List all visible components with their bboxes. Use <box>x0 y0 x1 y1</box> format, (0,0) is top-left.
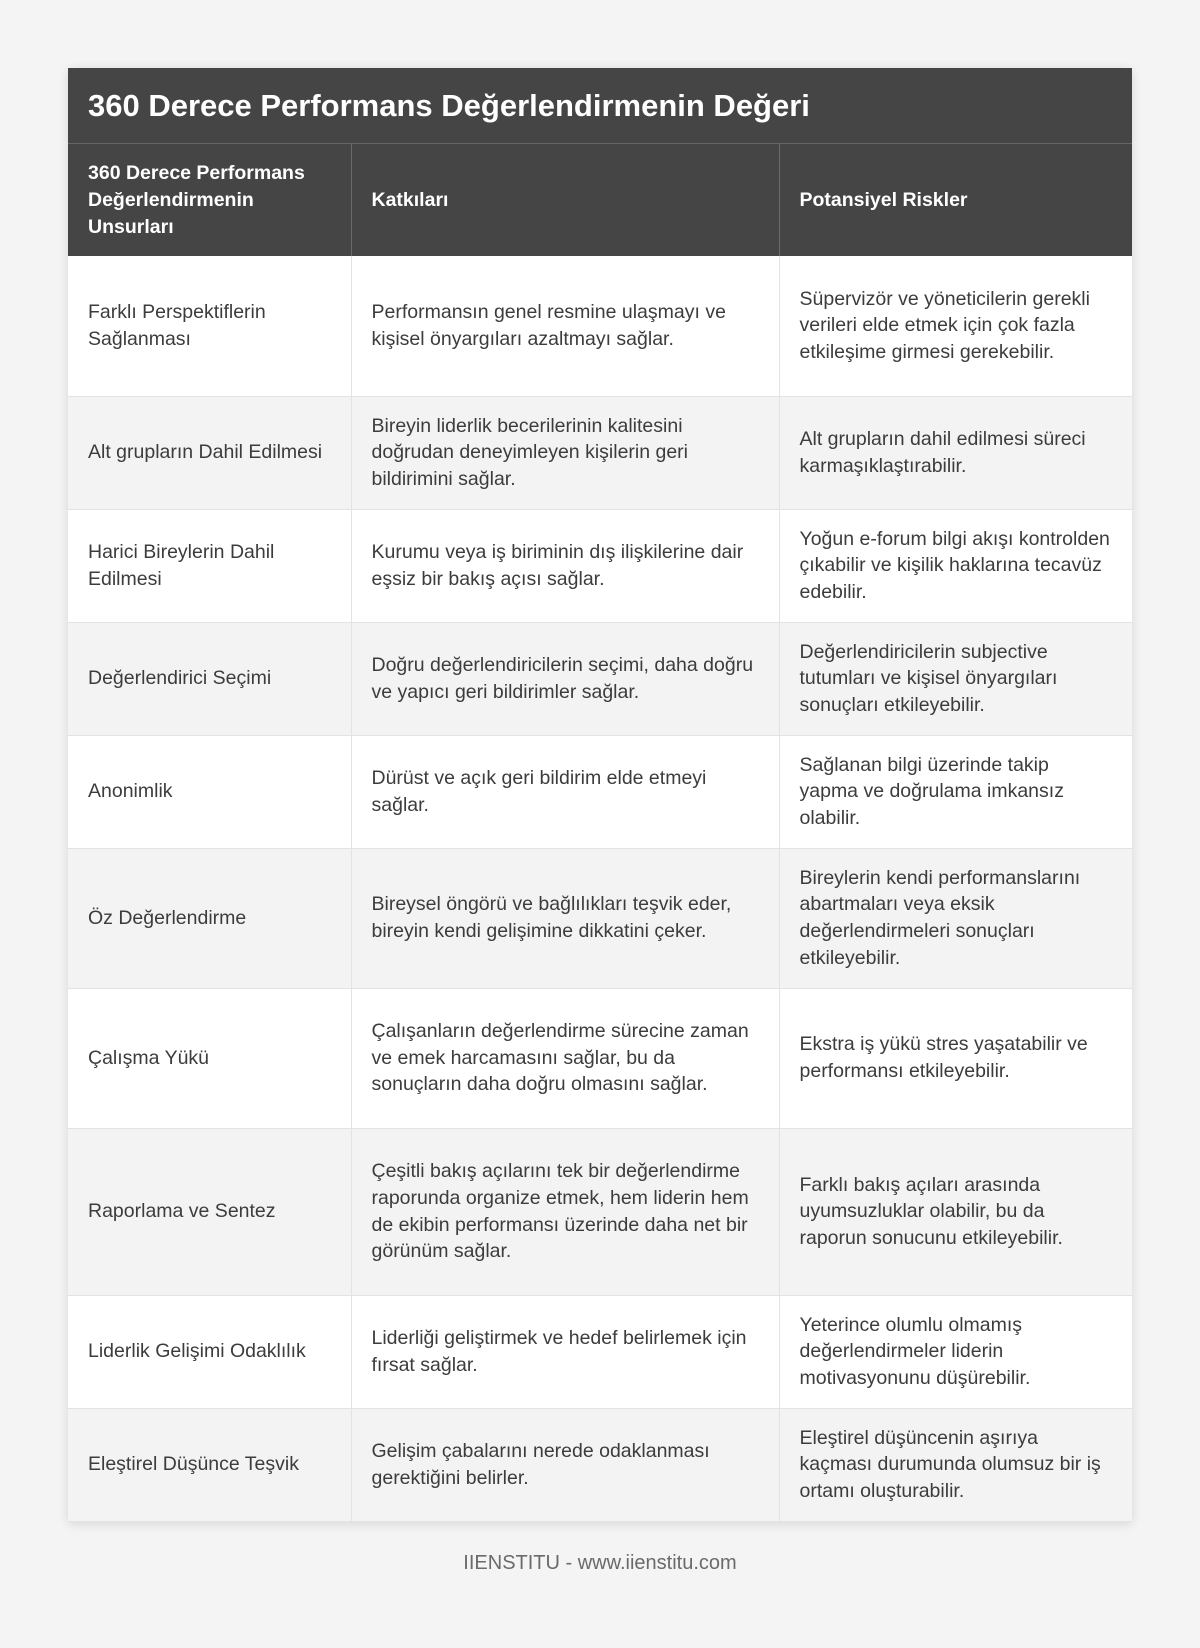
contribution-cell: Çeşitli bakış açılarını tek bir değerlendirme raporunda organize etmek, hem liderin hem de ekibin performansı üzerinde daha net bir görünüm sağlar. <box>351 1128 779 1295</box>
risk-cell: Yeterince olumlu olmamış değerlendirmeler liderin motivasyonunu düşürebilir. <box>779 1295 1132 1408</box>
table-row <box>68 509 1132 622</box>
table-row <box>68 396 1132 509</box>
risk-cell: Süpervizör ve yöneticilerin gerekli verileri elde etmek için çok fazla etkileşime girmesi gerekebilir. <box>779 256 1132 396</box>
element-cell: Harici Bireylerin Dahil Edilmesi <box>68 509 351 622</box>
column-header-contributions: Katkıları <box>351 144 779 256</box>
risk-cell: Değerlendiricilerin subjective tutumları ve kişisel önyargıları sonuçları etkileyebilir. <box>779 622 1132 735</box>
element-cell: Alt grupların Dahil Edilmesi <box>68 396 351 509</box>
risk-cell: Sağlanan bilgi üzerinde takip yapma ve doğrulama imkansız olabilir. <box>779 735 1132 848</box>
table-row <box>68 735 1132 848</box>
contribution-cell: Bireyin liderlik becerilerinin kalitesini doğrudan deneyimleyen kişilerin geri bildirimini sağlar. <box>351 396 779 509</box>
risk-cell: Ekstra iş yükü stres yaşatabilir ve performansı etkileyebilir. <box>779 988 1132 1128</box>
risk-cell: Eleştirel düşüncenin aşırıya kaçması durumunda olumsuz bir iş ortamı oluşturabilir. <box>779 1408 1132 1521</box>
contribution-cell: Doğru değerlendiricilerin seçimi, daha doğru ve yapıcı geri bildirimler sağlar. <box>351 622 779 735</box>
contribution-cell: Bireysel öngörü ve bağlılıkları teşvik eder, bireyin kendi gelişimine dikkatini çeker. <box>351 848 779 988</box>
risk-cell: Alt grupların dahil edilmesi süreci karmaşıklaştırabilir. <box>779 396 1132 509</box>
element-cell: Liderlik Gelişimi Odaklılık <box>68 1295 351 1408</box>
footer-credit: IIENSTITU - www.iienstitu.com <box>463 1552 737 1574</box>
column-header-risks: Potansiyel Riskler <box>779 144 1132 256</box>
table-row <box>68 622 1132 735</box>
contribution-cell: Kurumu veya iş biriminin dış ilişkilerine dair eşsiz bir bakış açısı sağlar. <box>351 509 779 622</box>
header-row <box>68 144 1132 256</box>
table-row <box>68 1408 1132 1521</box>
element-cell: Değerlendirici Seçimi <box>68 622 351 735</box>
comparison-table <box>68 144 1132 1522</box>
risk-cell: Farklı bakış açıları arasında uyumsuzluklar olabilir, bu da raporun sonucunu etkileyebilir. <box>779 1128 1132 1295</box>
table-row <box>68 1295 1132 1408</box>
contribution-cell: Liderliği geliştirmek ve hedef belirlemek için fırsat sağlar. <box>351 1295 779 1408</box>
risk-cell: Yoğun e-forum bilgi akışı kontrolden çıkabilir ve kişilik haklarına tecavüz edebilir. <box>779 509 1132 622</box>
contribution-cell: Dürüst ve açık geri bildirim elde etmeyi sağlar. <box>351 735 779 848</box>
table-row <box>68 988 1132 1128</box>
element-cell: Anonimlik <box>68 735 351 848</box>
contribution-cell: Gelişim çabalarını nerede odaklanması gerektiğini belirler. <box>351 1408 779 1521</box>
element-cell: Çalışma Yükü <box>68 988 351 1128</box>
column-header-elements: 360 Derece Performans Değerlendirmenin Unsurları <box>68 144 351 256</box>
risk-cell: Bireylerin kendi performanslarını abartmaları veya eksik değerlendirmeleri sonuçları etkileyebilir. <box>779 848 1132 988</box>
table-row <box>68 256 1132 396</box>
element-cell: Farklı Perspektiflerin Sağlanması <box>68 256 351 396</box>
contribution-cell: Performansın genel resmine ulaşmayı ve kişisel önyargıları azaltmayı sağlar. <box>351 256 779 396</box>
element-cell: Eleştirel Düşünce Teşvik <box>68 1408 351 1521</box>
contribution-cell: Çalışanların değerlendirme sürecine zaman ve emek harcamasını sağlar, bu da sonuçların daha doğru olmasını sağlar. <box>351 988 779 1128</box>
element-cell: Raporlama ve Sentez <box>68 1128 351 1295</box>
table-row <box>68 1128 1132 1295</box>
table-card <box>68 68 1132 1522</box>
table-row <box>68 848 1132 988</box>
element-cell: Öz Değerlendirme <box>68 848 351 988</box>
table-title: 360 Derece Performans Değerlendirmenin Değeri <box>68 68 1132 144</box>
